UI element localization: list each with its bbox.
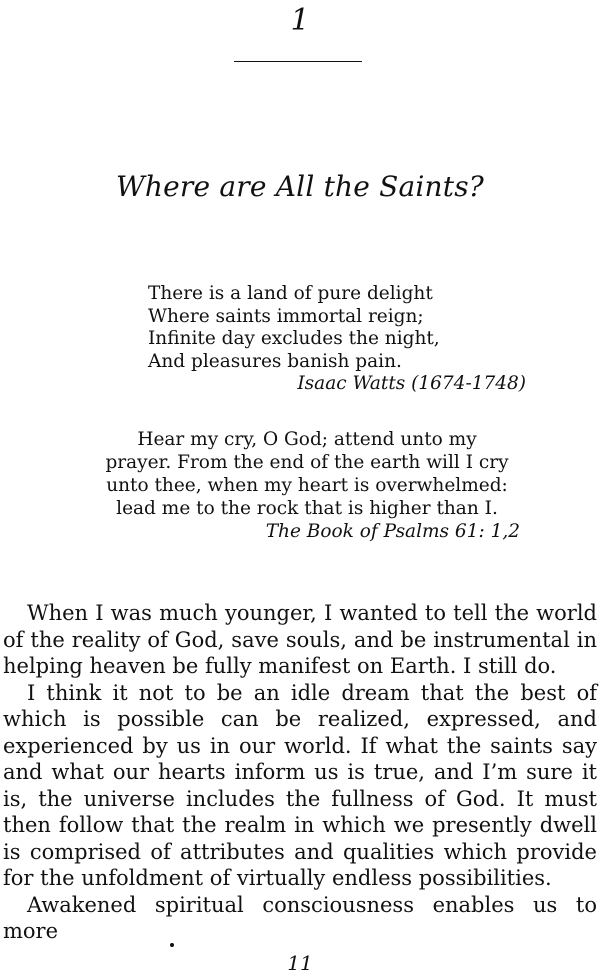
epigraph-line: There is a land of pure delight	[148, 283, 433, 304]
epigraph-line: Where saints immortal reign;	[148, 305, 424, 327]
chapter-number: 1	[290, 3, 310, 38]
epigraph-attribution: The Book of Psalms 61: 1,2	[265, 521, 520, 542]
epigraph-line: And pleasures banish pain.	[148, 350, 402, 372]
body-paragraph: I think it not to be an idle dream that the best of which is possible can be realized, expressed, and experienced by us in our world. If what the saints say and what our hearts inform us is true, and I’m sure it is, the universe includes the fullness of God. It must then follow that the realm in which we presently dwell is comprised of attributes and qualities which provide for the unfoldment of virtually endless possibilities.	[3, 680, 597, 890]
body-paragraph: Awakened spiritual consciousness enables us to more	[3, 892, 597, 943]
epigraph-line: lead me to the rock that is higher than I.	[116, 498, 498, 519]
epigraph-hymn	[148, 283, 528, 396]
epigraph-scripture	[92, 428, 522, 543]
epigraph-attribution: Isaac Watts (1674-1748)	[297, 373, 526, 394]
epigraph-line: prayer. From the end of the earth will I cry	[105, 452, 509, 473]
body-paragraph: When I was much younger, I wanted to tell the world of the reality of God, save souls, and be instrumental in helping heaven be fully manifest on Earth. I still do.	[3, 601, 597, 678]
epigraph-line: unto thee, when my heart is overwhelmed:	[106, 475, 508, 496]
chapter-divider	[234, 61, 362, 62]
page-number: 11	[287, 951, 313, 975]
epigraph-line: Hear my cry, O God; attend unto my	[137, 429, 477, 450]
chapter-title: Where are All the Saints?	[115, 170, 485, 203]
body-text	[3, 600, 597, 945]
print-speck	[170, 943, 174, 947]
epigraph-line: Infinite day excludes the night,	[148, 328, 440, 349]
